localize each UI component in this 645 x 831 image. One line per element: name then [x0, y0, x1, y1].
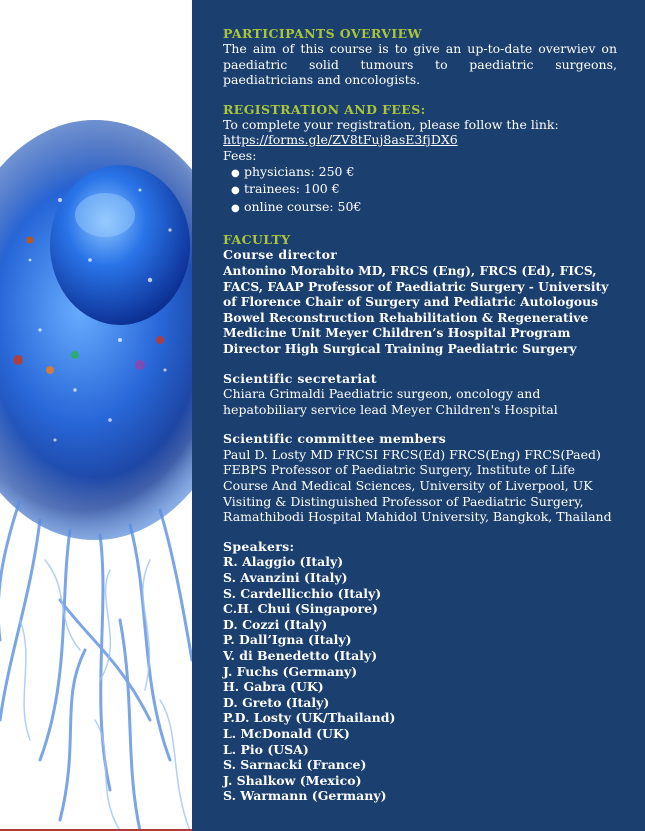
- fee-item: [231, 164, 617, 182]
- registration-heading: REGISTRATION AND FEES:: [223, 101, 426, 117]
- course-director-label: Course director: [223, 247, 338, 263]
- speaker-item: H. Gabra (UK): [223, 679, 324, 695]
- committee-label: Scientific committee members: [223, 431, 447, 447]
- fee-physicians: physicians: 250 €: [244, 163, 355, 179]
- participants-heading: PARTICIPANTS OVERVIEW: [223, 26, 422, 41]
- speaker-item: S. Avanzini (Italy): [223, 570, 348, 586]
- speaker-item: J. Shalkow (Mexico): [223, 772, 362, 788]
- bullet-icon: ●: [231, 185, 240, 197]
- committee-text: Paul D. Losty MD FRCSI FRCS(Ed) FRCS(Eng) FRCS(Paed) FEBPS Professor of Paediatric Surgery, Institute of Life Course And Medical Sciences, University of Liverpool, UK Visiting & Distinguished Professor of Paediatric Surgery, Ramathibodi Hospital Mahidol University, Bangkok, Thailand: [223, 446, 612, 525]
- speaker-item: S. Cardellicchio (Italy): [223, 585, 382, 601]
- speaker-item: P.D. Losty (UK/Thailand): [223, 710, 396, 726]
- fee-trainees: trainees: 100 €: [244, 181, 340, 197]
- speaker-item: D. Cozzi (Italy): [223, 616, 328, 632]
- speaker-item: L. Pio (USA): [223, 741, 309, 757]
- spacer: [223, 417, 617, 431]
- speakers-list: [223, 554, 617, 804]
- speaker-item: P. Dall’Igna (Italy): [223, 632, 352, 648]
- spacer: [223, 216, 617, 232]
- speaker-item: C.H. Chui (Singapore): [223, 601, 378, 617]
- bullet-icon: ●: [231, 202, 240, 214]
- fee-online: online course: 50€: [244, 198, 362, 214]
- speakers-label: Speakers:: [223, 538, 295, 554]
- fee-item: [231, 199, 617, 217]
- secretariat-label: Scientific secretariat: [223, 370, 377, 386]
- fees-label: Fees:: [223, 147, 257, 163]
- secretariat-text: Chiara Grimaldi Paediatric surgeon, oncology and hepatobiliary service lead Meyer Children's Hospital: [223, 386, 558, 417]
- speaker-item: R. Alaggio (Italy): [223, 554, 344, 570]
- tumour-cell-artwork: [0, 0, 192, 831]
- spacer: [223, 357, 617, 371]
- registration-text: To complete your registration, please follow the link:: [223, 116, 559, 132]
- course-director-text: Antonino Morabito MD, FRCS (Eng), FRCS (Ed), FICS, FACS, FAAP Professor of Paediatric Surgery - University of Florence Chair of Surgery and Pediatric Autologous Bowel Reconstruction Rehabilitation & Regenerative Medicine Unit Meyer Children’s Hospital Program Director High Surgical Training Paediatric Surgery: [223, 262, 609, 356]
- fees-list: [223, 164, 617, 217]
- fee-item: [231, 181, 617, 199]
- speaker-item: S. Warmann (Germany): [223, 788, 387, 804]
- speaker-item: S. Sarnacki (France): [223, 757, 367, 773]
- registration-link[interactable]: https://forms.gle/ZV8tFuj8asE3fjDX6: [223, 132, 458, 148]
- tumour-cell-illustration: [0, 0, 192, 831]
- speaker-item: L. McDonald (UK): [223, 725, 350, 741]
- speaker-item: D. Greto (Italy): [223, 694, 330, 710]
- bullet-icon: ●: [231, 167, 240, 179]
- info-panel: [192, 0, 645, 831]
- participants-text: The aim of this course is to give an up-to-date overwiev on paediatric solid tumours to paediatric surgeons, paediatricians and oncologists.: [223, 41, 617, 88]
- speaker-item: J. Fuchs (Germany): [223, 663, 358, 679]
- spacer: [223, 525, 617, 539]
- spacer: [223, 88, 617, 102]
- speaker-item: V. di Benedetto (Italy): [223, 648, 378, 663]
- faculty-heading: FACULTY: [223, 232, 291, 248]
